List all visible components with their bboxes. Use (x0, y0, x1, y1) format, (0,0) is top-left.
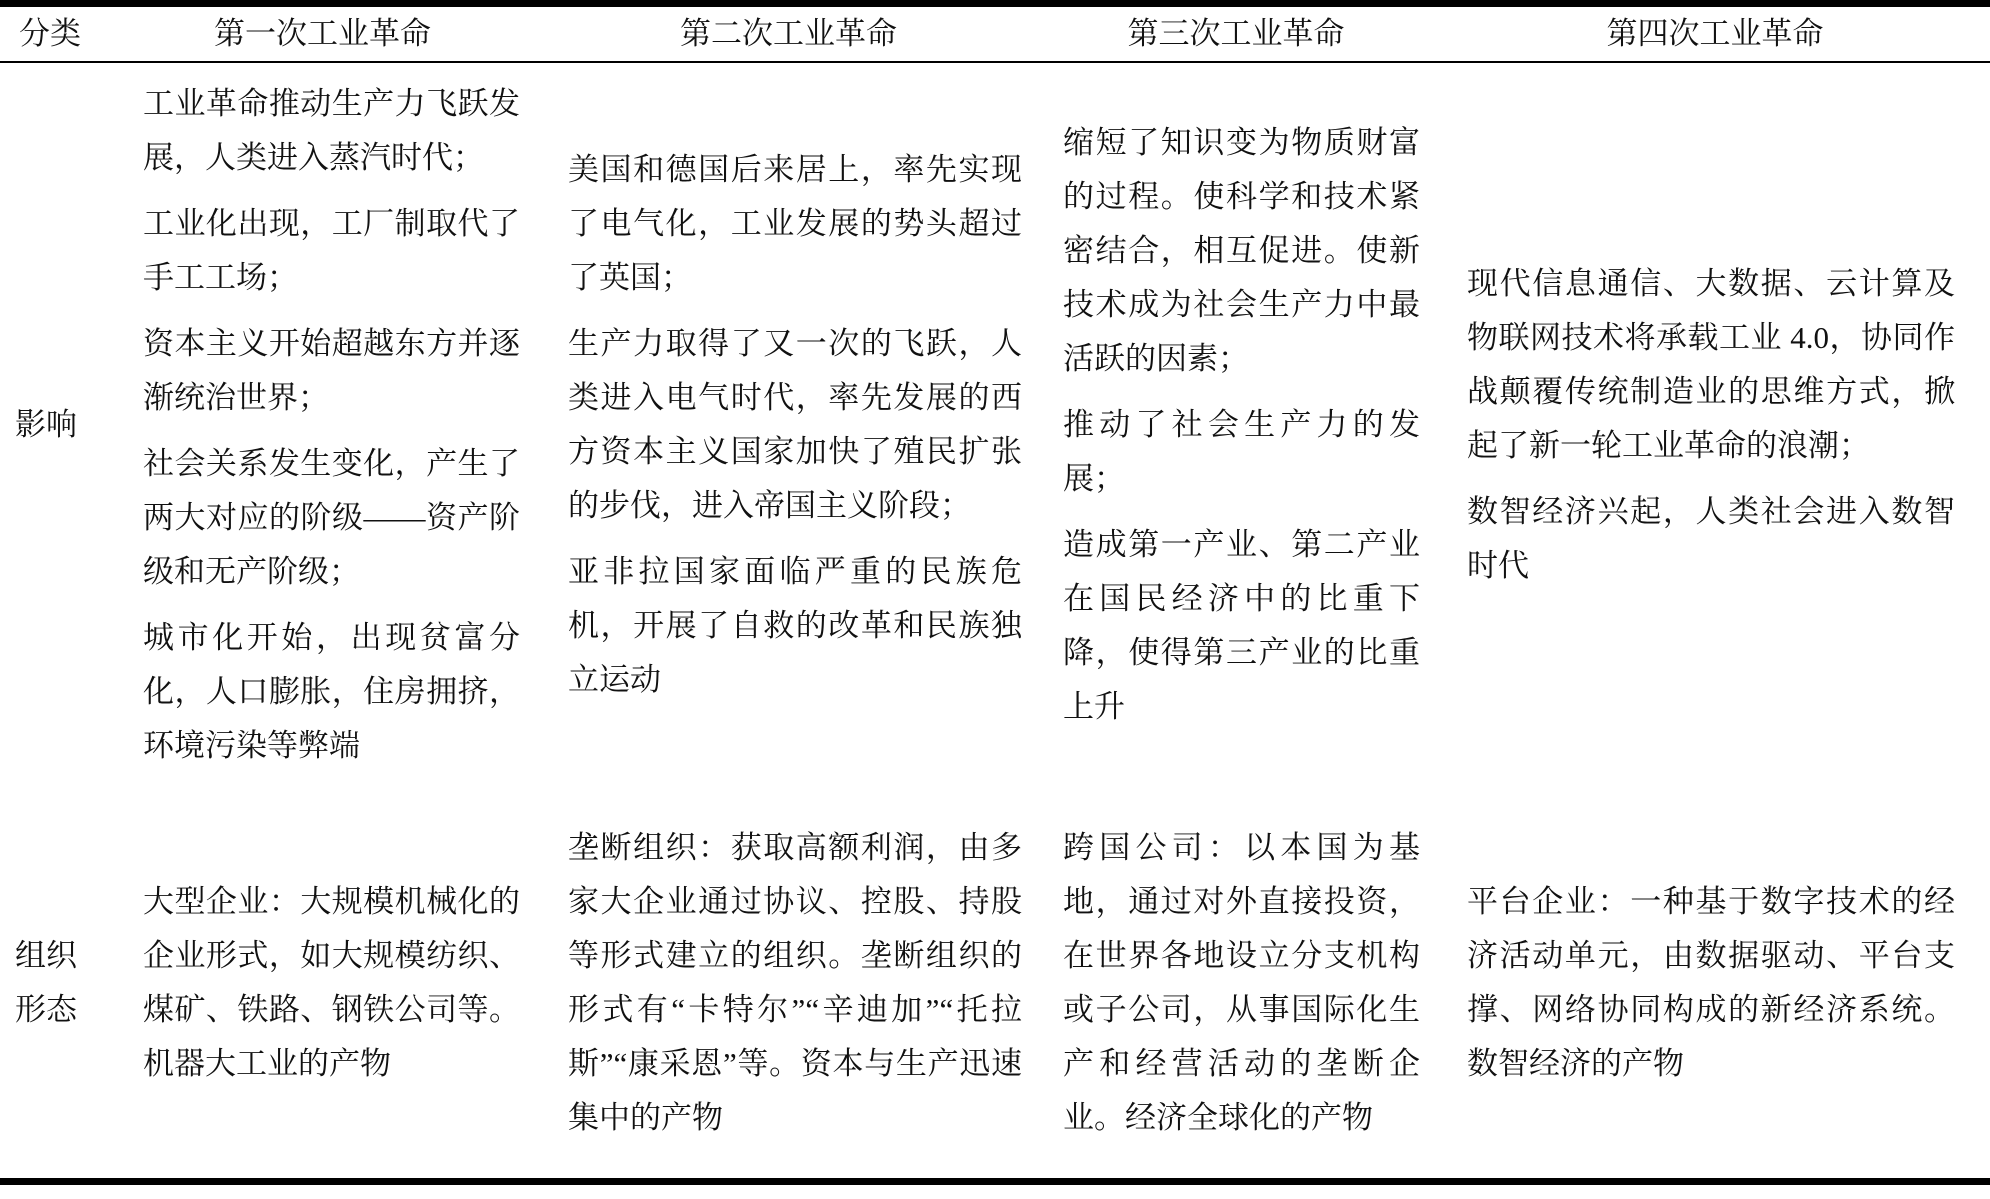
table-row-impact (0, 63, 1990, 787)
paragraph: 推动了社会生产力的发展； (1063, 407, 1420, 496)
paragraph: 工业革命推动生产力飞跃发展，人类进入蒸汽时代； (143, 86, 520, 175)
cell-org-rev4 (1440, 787, 1990, 1178)
paragraph: 生产力取得了又一次的飞跃，人类进入电气时代，率先发展的西方资本主义国家加快了殖民扩张的步伐，进入帝国主义阶段； (568, 326, 1022, 523)
cell-impact-rev2 (545, 63, 1032, 787)
paragraph: 美国和德国后来居上，率先实现了电气化，工业发展的势头超过了英国； (568, 152, 1022, 295)
row-label-impact: 影响 (15, 407, 77, 442)
column-header-category: 分类 (19, 16, 81, 51)
cell-org-rev3 (1032, 787, 1440, 1178)
column-header-fourth-industrial-revolution: 第四次工业革命 (1606, 16, 1824, 51)
cell-impact-rev3 (1032, 63, 1440, 787)
paragraph: 工业化出现，工厂制取代了手工工场； (143, 206, 520, 295)
paragraph: 造成第一产业、第二产业在国民经济中的比重下降，使得第三产业的比重上升 (1063, 527, 1420, 724)
cell-impact-rev4 (1440, 63, 1990, 787)
column-header-second-industrial-revolution: 第二次工业革命 (680, 16, 897, 51)
paragraph: 垄断组织：获取高额利润，由多家大企业通过协议、控股、持股等形式建立的组织。垄断组织的形式有“卡特尔”“辛迪加”“托拉斯”“康采恩”等。资本与生产迅速集中的产物 (568, 829, 1022, 1135)
row-label-organizational-form: 组织形态 (15, 937, 77, 1027)
column-header-third-industrial-revolution: 第三次工业革命 (1127, 16, 1345, 51)
paragraph: 现代信息通信、大数据、云计算及物联网技术将承载工业 4.0，协同作战颠覆传统制造业的思维方式，掀起了新一轮工业革命的浪潮； (1467, 266, 1955, 463)
paragraph: 缩短了知识变为物质财富的过程。使科学和技术紧密结合，相互促进。使新技术成为社会生产力中最活跃的因素； (1063, 125, 1420, 376)
cell-org-rev1 (100, 787, 545, 1178)
paragraph: 社会关系发生变化，产生了两大对应的阶级——资产阶级和无产阶级； (143, 446, 520, 589)
paragraph: 城市化开始，出现贫富分化，人口膨胀，住房拥挤，环境污染等弊端 (143, 620, 520, 763)
table-header-row (0, 0, 1990, 63)
column-header-first-industrial-revolution: 第一次工业革命 (214, 16, 431, 51)
paragraph: 资本主义开始超越东方并逐渐统治世界； (143, 326, 520, 415)
paragraph: 数智经济兴起，人类社会进入数智时代 (1467, 494, 1955, 583)
paragraph: 跨国公司：以本国为基地，通过对外直接投资，在世界各地设立分支机构或子公司，从事国际化生产和经营活动的垄断企业。经济全球化的产物 (1063, 829, 1420, 1135)
paragraph: 平台企业：一种基于数字技术的经济活动单元，由数据驱动、平台支撑、网络协同构成的新经济系统。数智经济的产物 (1467, 883, 1955, 1081)
paragraph: 大型企业：大规模机械化的企业形式，如大规模纺织、煤矿、铁路、钢铁公司等。机器大工业的产物 (143, 883, 520, 1081)
cell-impact-rev1 (100, 63, 545, 787)
paragraph: 亚非拉国家面临严重的民族危机，开展了自救的改革和民族独立运动 (568, 554, 1022, 697)
cell-org-rev2 (545, 787, 1032, 1178)
table-row-organizational-form (0, 787, 1990, 1185)
